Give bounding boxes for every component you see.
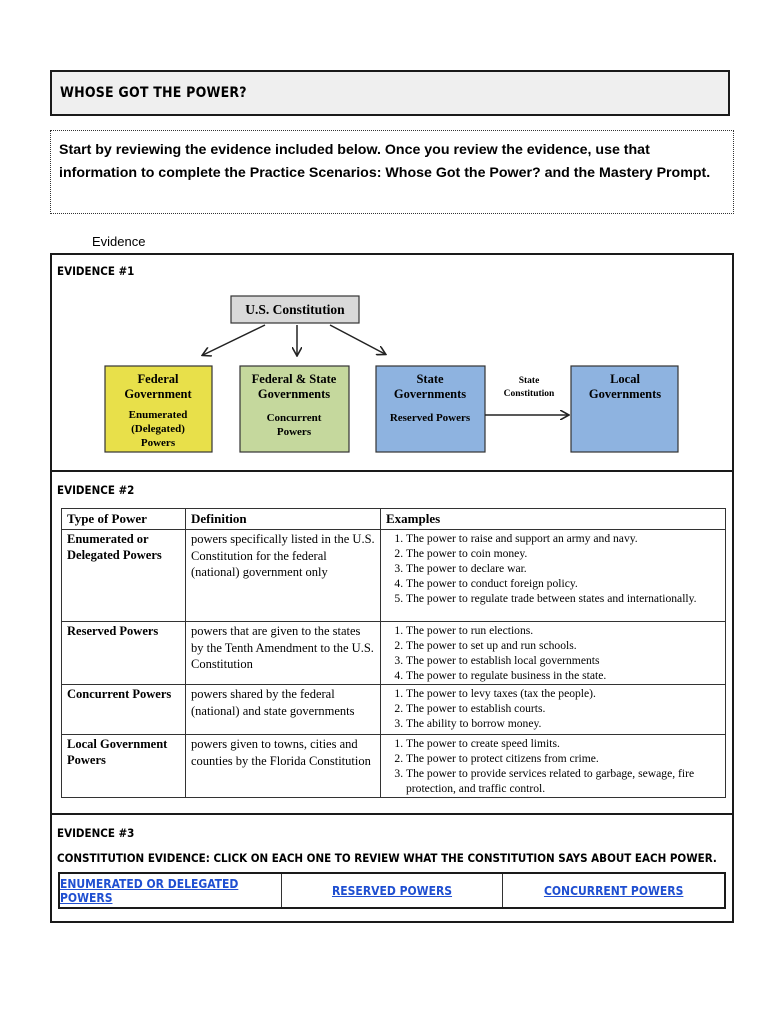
arrow-to-federal <box>203 325 265 355</box>
fedstate-label-1: Federal & State <box>251 372 337 386</box>
fedstate-sub-1: Concurrent <box>266 412 322 424</box>
list-item: 4. The power to conduct foreign policy. <box>406 576 721 591</box>
fedstate-sub-2: Powers <box>276 426 312 438</box>
powers-table <box>61 508 726 798</box>
constitution-label: U.S. Constitution <box>245 302 345 317</box>
list-item: 5. The power to regulate trade between states and internationally. <box>406 591 721 606</box>
list-item: 1. The power to run elections. <box>406 623 721 638</box>
local-label-1: Local <box>610 372 640 386</box>
table-header-row <box>62 509 726 530</box>
federal-sub-3: Powers <box>140 437 176 449</box>
table-row <box>62 530 726 622</box>
column-header-definition: Definition <box>186 509 381 530</box>
evidence-heading: Evidence <box>92 234 146 249</box>
link-cell <box>282 874 504 907</box>
examples-cell <box>381 530 726 622</box>
list-item: 4. The power to regulate business in the state. <box>406 668 721 683</box>
evidence3-title: EVIDENCE #3 <box>57 826 135 840</box>
examples-cell <box>381 735 726 798</box>
list-item: 3. The power to declare war. <box>406 561 721 576</box>
definition-cell: powers shared by the federal (national) and state governments <box>186 685 381 735</box>
list-item: 3. The power to provide services related to garbage, sewage, fire protection, and traffic control. <box>406 766 721 796</box>
list-item: 1. The power to create speed limits. <box>406 736 721 751</box>
evidence3-instruction: CONSTITUTION EVIDENCE: CLICK ON EACH ONE TO REVIEW WHAT THE CONSTITUTION SAYS ABOUT EACH POWER. <box>57 851 717 865</box>
section-divider <box>50 470 734 472</box>
type-cell: Reserved Powers <box>62 622 186 685</box>
type-cell: Concurrent Powers <box>62 685 186 735</box>
fedstate-label-2: Governments <box>257 387 331 401</box>
list-item: 1. The power to levy taxes (tax the people). <box>406 686 721 701</box>
evidence1-title: EVIDENCE #1 <box>57 264 135 278</box>
intro-instructions: Start by reviewing the evidence included below. Once you review the evidence, use that information to complete the Practice Scenarios: Whose Got the Power? and the Mastery Prompt. <box>50 130 734 214</box>
list-item: 2. The power to protect citizens from crime. <box>406 751 721 766</box>
state-label-1: State <box>416 372 444 386</box>
link-cell <box>503 874 724 907</box>
federal-label-2: Government <box>124 387 192 401</box>
column-header-type: Type of Power <box>62 509 186 530</box>
concurrent-powers-link[interactable]: CONCURRENT POWERS <box>543 883 684 898</box>
examples-cell <box>381 685 726 735</box>
list-item: 3. The power to establish local governments <box>406 653 721 668</box>
link-cell <box>60 874 282 907</box>
definition-cell: powers given to towns, cities and counties by the Florida Constitution <box>186 735 381 798</box>
government-powers-diagram <box>0 0 768 470</box>
local-label-2: Governments <box>588 387 662 401</box>
type-cell: Local Government Powers <box>62 735 186 798</box>
federal-sub-1: Enumerated <box>128 409 188 421</box>
arrow-to-state <box>330 325 385 354</box>
table-row <box>62 735 726 798</box>
list-item: 3. The ability to borrow money. <box>406 716 721 731</box>
arrow-label-2: Constitution <box>503 389 555 399</box>
evidence2-title: EVIDENCE #2 <box>57 483 135 497</box>
state-sub-1: Reserved Powers <box>389 412 471 424</box>
section-divider <box>50 813 734 815</box>
type-cell: Enumerated or Delegated Powers <box>62 530 186 622</box>
federal-label-1: Federal <box>137 372 179 386</box>
table-row <box>62 685 726 735</box>
definition-cell: powers that are given to the states by the Tenth Amendment to the U.S. Constitution <box>186 622 381 685</box>
state-label-2: Governments <box>393 387 467 401</box>
enumerated-powers-link[interactable]: ENUMERATED OR DELEGATED POWERS <box>60 876 239 905</box>
reserved-powers-link[interactable]: RESERVED POWERS <box>331 883 453 898</box>
list-item: 1. The power to raise and support an army and navy. <box>406 531 721 546</box>
arrow-label-1: State <box>518 376 540 386</box>
constitution-links-table <box>58 872 726 909</box>
table-row <box>62 622 726 685</box>
federal-sub-2: (Delegated) <box>131 423 185 435</box>
list-item: 2. The power to coin money. <box>406 546 721 561</box>
definition-cell: powers specifically listed in the U.S. Constitution for the federal (national) government only <box>186 530 381 622</box>
page-title: WHOSE GOT THE POWER? <box>60 85 247 101</box>
examples-cell <box>381 622 726 685</box>
list-item: 2. The power to establish courts. <box>406 701 721 716</box>
list-item: 2. The power to set up and run schools. <box>406 638 721 653</box>
column-header-examples: Examples <box>381 509 726 530</box>
